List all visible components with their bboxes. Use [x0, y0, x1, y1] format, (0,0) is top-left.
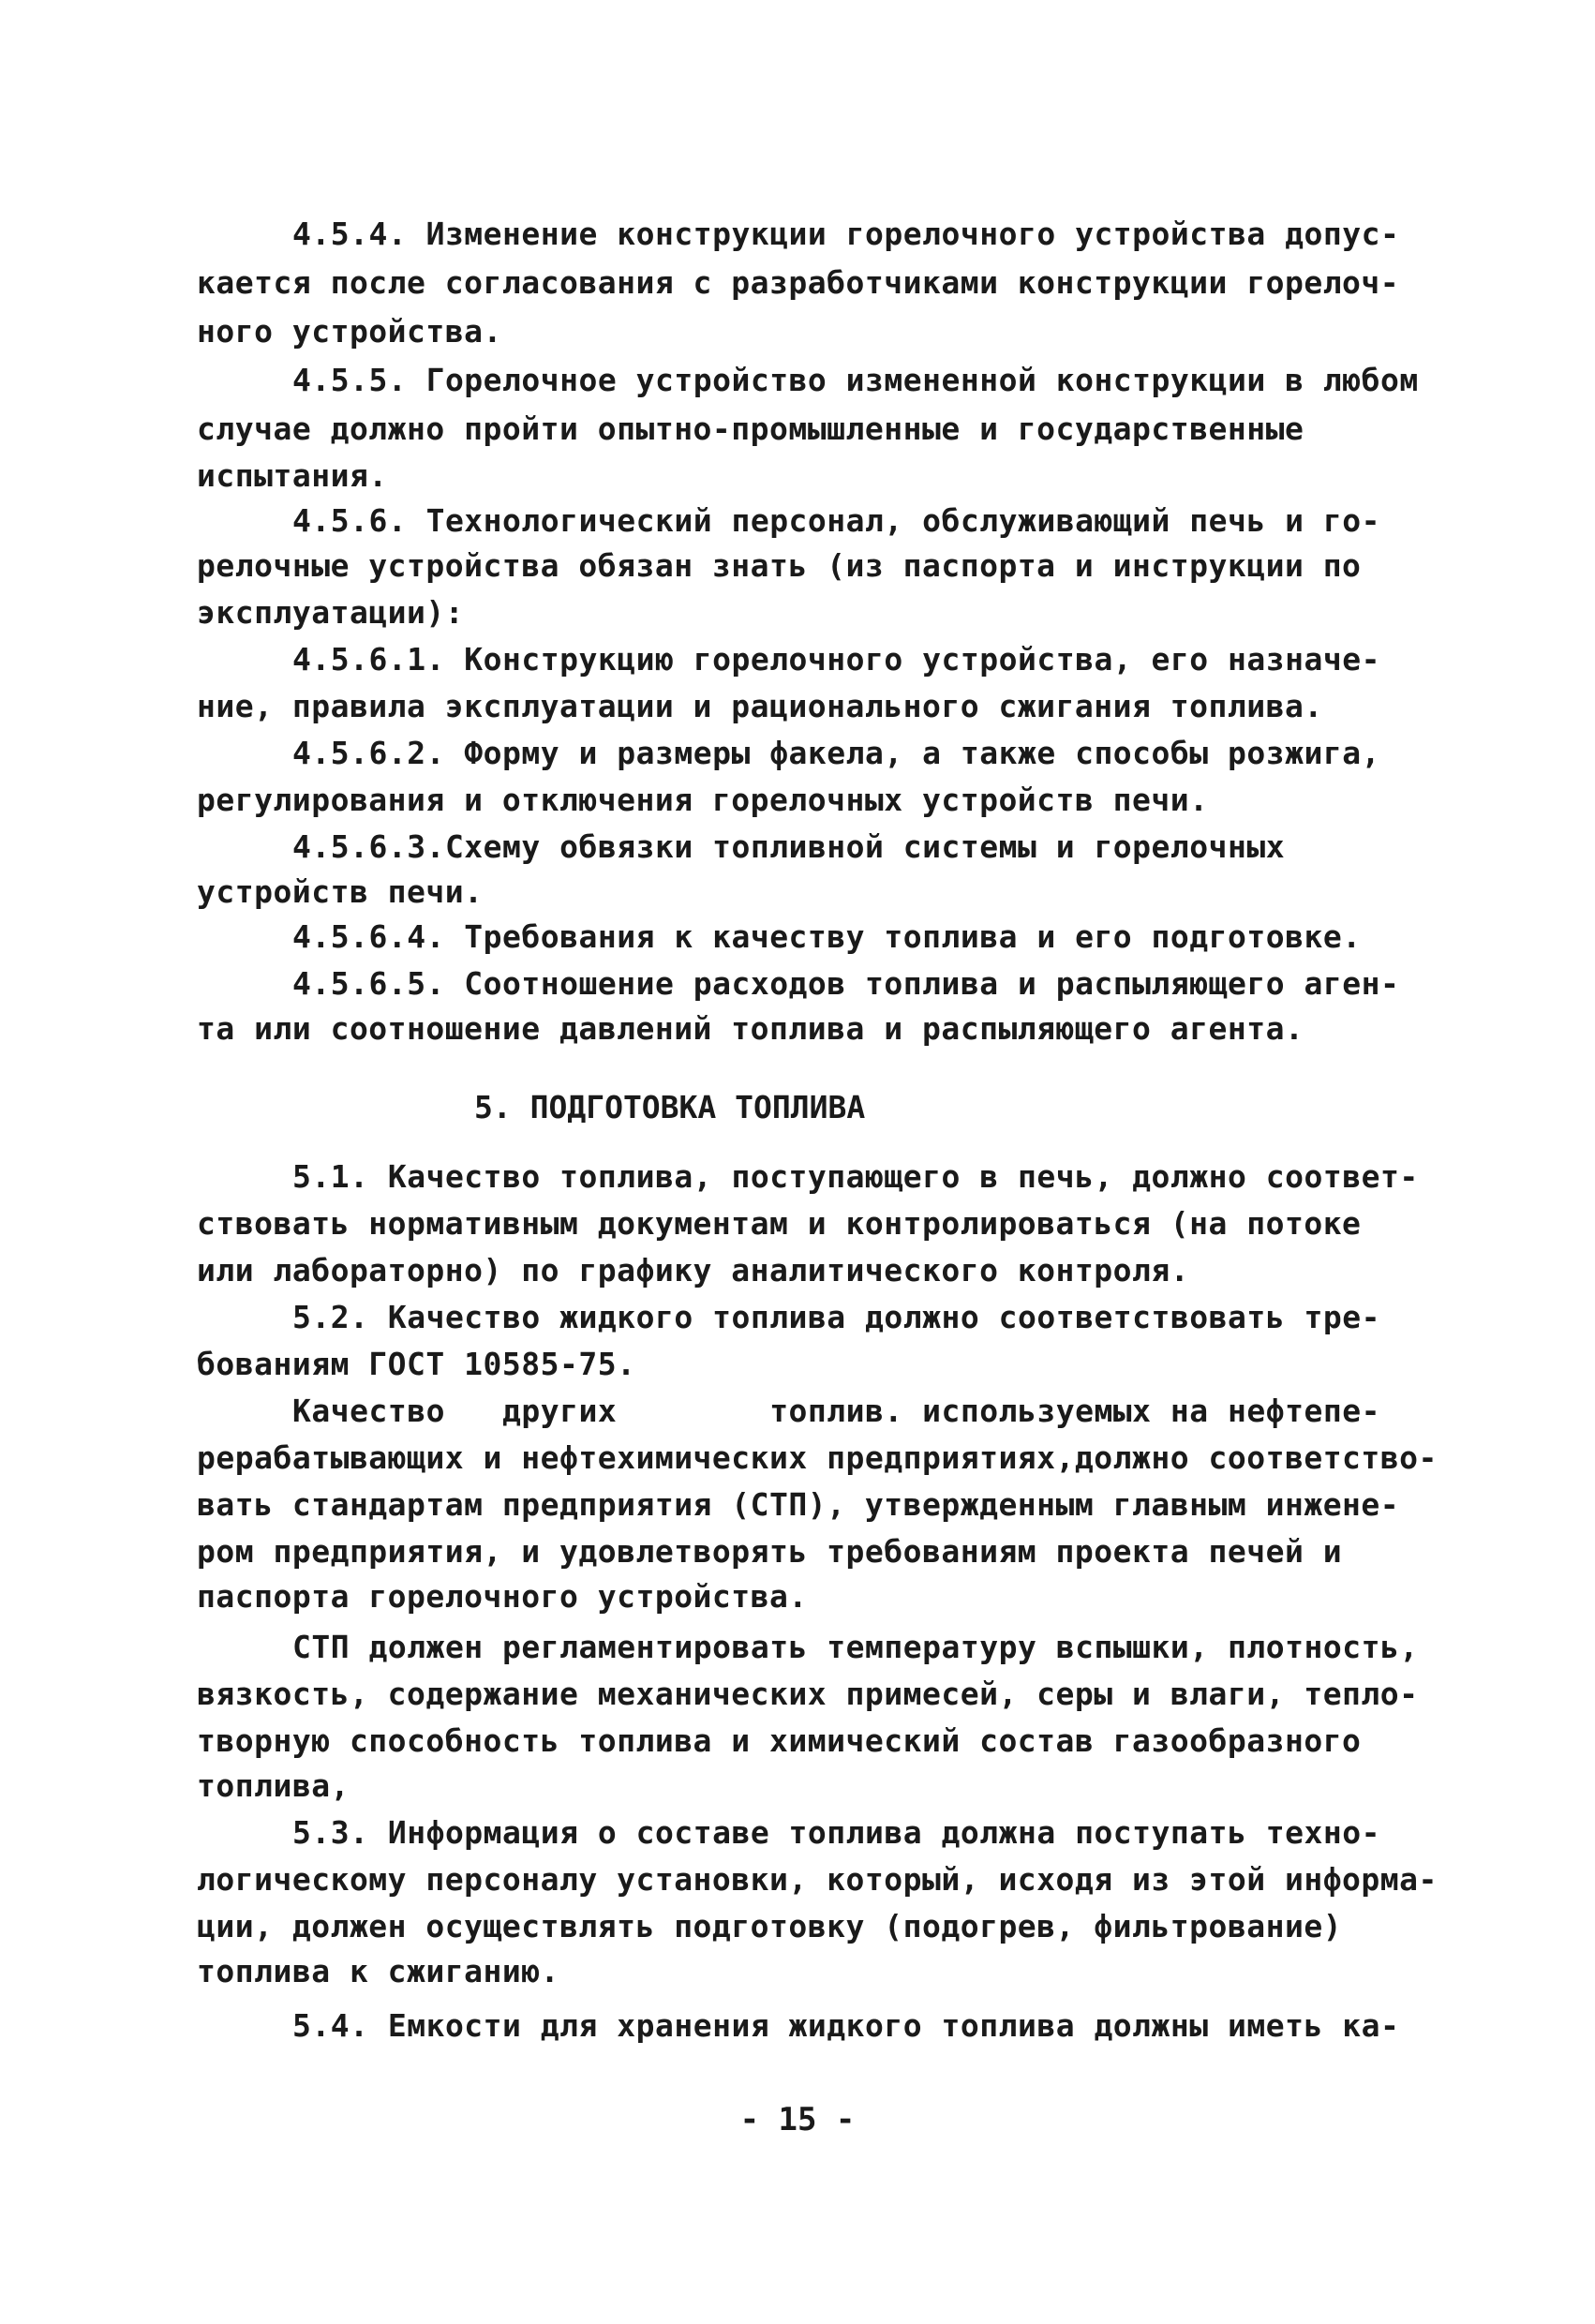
text-line: Качество других топлив. используемых на нефтепе-	[292, 1393, 1380, 1429]
text-line: паспорта горелочного устройства.	[197, 1578, 808, 1615]
text-line: 4.5.6.4. Требования к качеству топлива и его подготовке.	[292, 918, 1362, 955]
text-line: устройств печи.	[197, 873, 484, 910]
text-line: ции, должен осуществлять подготовку (подогрев, фильтрование)	[197, 1908, 1343, 1944]
text-line: та или соотношение давлений топлива и распыляющего агента.	[197, 1010, 1304, 1047]
section-heading: 5. ПОДГОТОВКА ТОПЛИВА	[474, 1089, 866, 1125]
text-line: вязкость, содержание механических примесей, серы и влаги, тепло-	[197, 1676, 1419, 1712]
text-line: 4.5.6.3.Схему обвязки топливной системы и горелочных	[292, 828, 1286, 865]
text-line: случае должно пройти опытно-промышленные и государственные	[197, 410, 1304, 447]
text-line: вать стандартам предприятия (СТП), утвержденным главным инжене-	[197, 1486, 1400, 1523]
page-number: - 15 -	[739, 2101, 856, 2138]
text-line: 4.5.6.1. Конструкцию горелочного устройства, его назначе-	[292, 641, 1380, 678]
text-line: 4.5.6.5. Соотношение расходов топлива и распыляющего аген-	[292, 965, 1400, 1002]
text-line: ствовать нормативным документам и контролироваться (на потоке	[197, 1205, 1362, 1242]
text-line: 4.5.6.2. Форму и размеры факела, а также способы розжига,	[292, 735, 1380, 771]
text-line: ром предприятия, и удовлетворять требованиям проекта печей и	[197, 1533, 1343, 1570]
text-line: ние, правила эксплуатации и рационального сжигания топлива.	[197, 688, 1323, 724]
text-line: бованиям ГОСТ 10585-75.	[197, 1346, 636, 1382]
text-line: 5.3. Информация о составе топлива должна поступать техно-	[292, 1814, 1380, 1851]
text-line: СТП должен регламентировать температуру вспышки, плотность,	[292, 1629, 1419, 1665]
text-line: топлива,	[197, 1767, 350, 1804]
text-line: эксплуатации):	[197, 594, 465, 631]
text-line: творную способность топлива и химический состав газообразного	[197, 1722, 1362, 1759]
text-line: 4.5.4. Изменение конструкции горелочного устройства допус-	[292, 216, 1400, 252]
text-line: 5.4. Емкости для хранения жидкого топлива должны иметь ка-	[292, 2007, 1400, 2044]
text-line: 5.2. Качество жидкого топлива должно соответствовать тре-	[292, 1299, 1380, 1335]
text-line: кается после согласования с разработчиками конструкции горелоч-	[197, 264, 1400, 301]
text-line: топлива к сжиганию.	[197, 1953, 559, 1989]
text-line: испытания.	[197, 457, 388, 494]
text-line: 5.1. Качество топлива, поступающего в печь, должно соответ-	[292, 1158, 1419, 1195]
text-line: регулирования и отключения горелочных устройств печи.	[197, 782, 1209, 818]
text-line: рерабатывающих и нефтехимических предприятиях,должно соответство-	[197, 1439, 1438, 1476]
text-line: или лабораторно) по графику аналитического контроля.	[197, 1252, 1190, 1289]
text-line: 4.5.6. Технологический персонал, обслуживающий печь и го-	[292, 502, 1380, 539]
text-line: ного устройства.	[197, 313, 502, 350]
text-line: 4.5.5. Горелочное устройство измененной конструкции в любом	[292, 362, 1419, 398]
text-line: релочные устройства обязан знать (из паспорта и инструкции по	[197, 547, 1362, 584]
text-line: логическому персоналу установки, который, исходя из этой информа-	[197, 1861, 1438, 1898]
